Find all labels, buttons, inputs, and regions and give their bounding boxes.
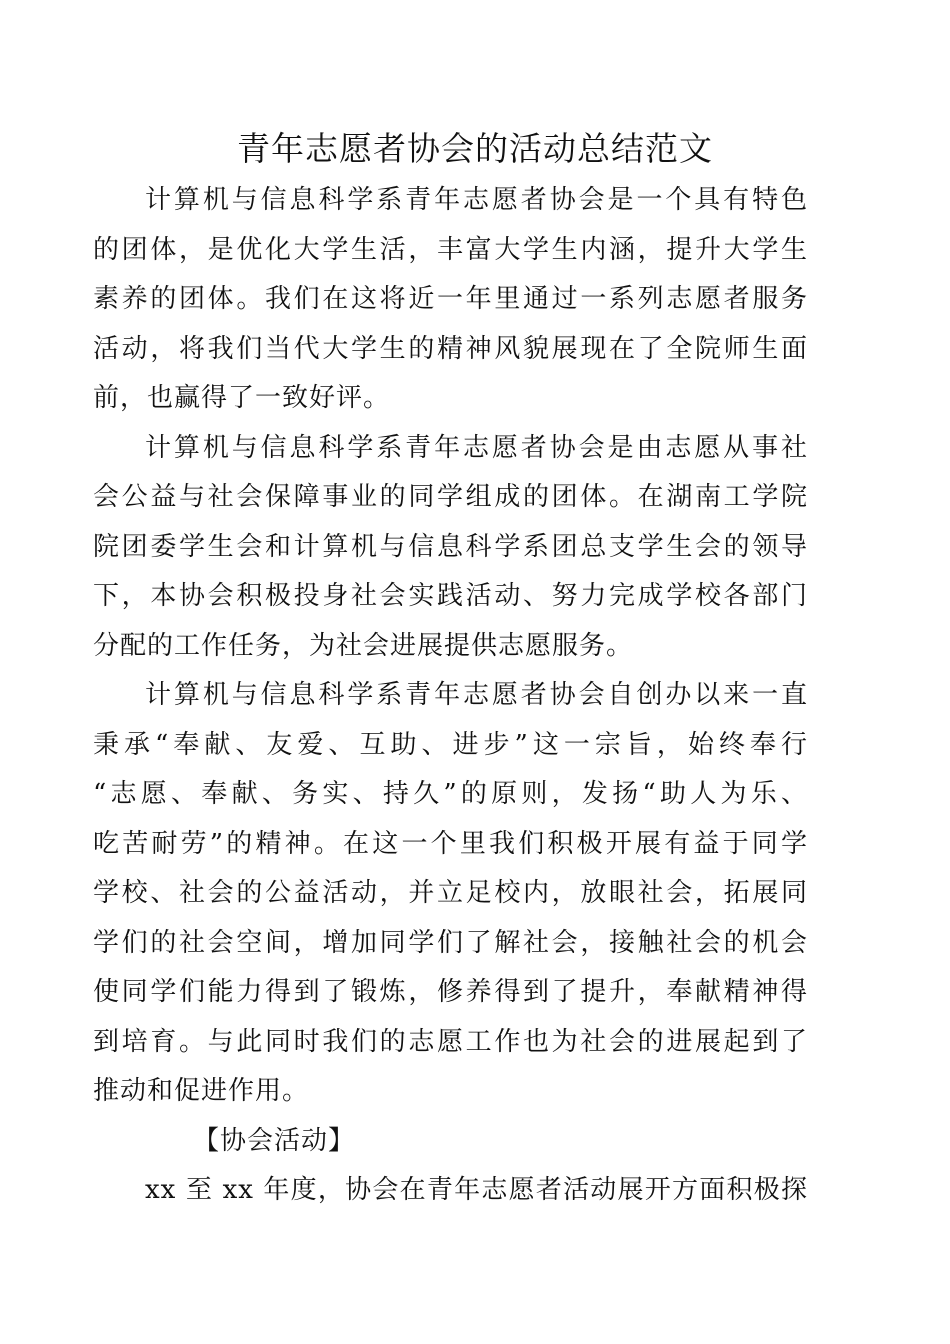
paragraph-1 [93,176,808,424]
paragraph-line: “志愿、奉献、务实、持久”的原则，发扬“助人为乐、 [93,779,808,809]
document-body [93,176,808,1216]
paragraph-4 [145,1166,808,1216]
paragraph-line: 推动和促进作用。 [93,1076,310,1106]
paragraph-line: 下，本协会积极投身社会实践活动、努力完成学校各部门 [93,581,808,611]
paragraph-line: 前，也赢得了一致好评。 [93,383,391,413]
paragraph-line: 到培育。与此同时我们的志愿工作也为社会的进展起到了 [93,1026,808,1057]
paragraph-line: 秉承“奉献、友爱、互助、进步”这一宗旨，始终奉行 [93,729,808,760]
paragraph-2 [93,424,808,672]
paragraph-line: 活动，将我们当代大学生的精神风貌展现在了全院师生面 [93,333,808,364]
paragraph-line: 院团委学生会和计算机与信息科学系团总支学生会的领导 [93,531,808,562]
document-title: 青年志愿者协会的活动总结范文 [237,129,713,168]
paragraph-line: 吃苦耐劳”的精神。在这一个里我们积极开展有益于同学 [93,828,808,859]
paragraph-3 [93,671,808,1117]
section-heading: 【协会活动】 [193,1125,356,1156]
paragraph-line: 学校、社会的公益活动，并立足校内，放眼社会，拓展同 [93,878,808,908]
paragraph-line: 计算机与信息科学系青年志愿者协会是由志愿从事社 [145,432,808,463]
paragraph-line: 素养的团体。我们在这将近一年里通过一系列志愿者服务 [93,284,808,314]
paragraph-line: 使同学们能力得到了锻炼，修养得到了提升，奉献精神得 [93,977,808,1007]
paragraph-line: 计算机与信息科学系青年志愿者协会是一个具有特色 [145,185,808,215]
paragraph-line: xx 至 xx 年度，协会在青年志愿者活动展开方面积极探 [145,1175,808,1205]
paragraph-line: 的团体，是优化大学生活，丰富大学生内涵，提升大学生 [93,234,808,265]
paragraph-line: 学们的社会空间，增加同学们了解社会，接触社会的机会 [93,927,808,958]
paragraph-line: 分配的工作任务，为社会进展提供志愿服务。 [93,630,634,661]
paragraph-line: 计算机与信息科学系青年志愿者协会自创办以来一直 [145,680,808,710]
paragraph-line: 会公益与社会保障事业的同学组成的团体。在湖南工学院 [93,482,808,512]
